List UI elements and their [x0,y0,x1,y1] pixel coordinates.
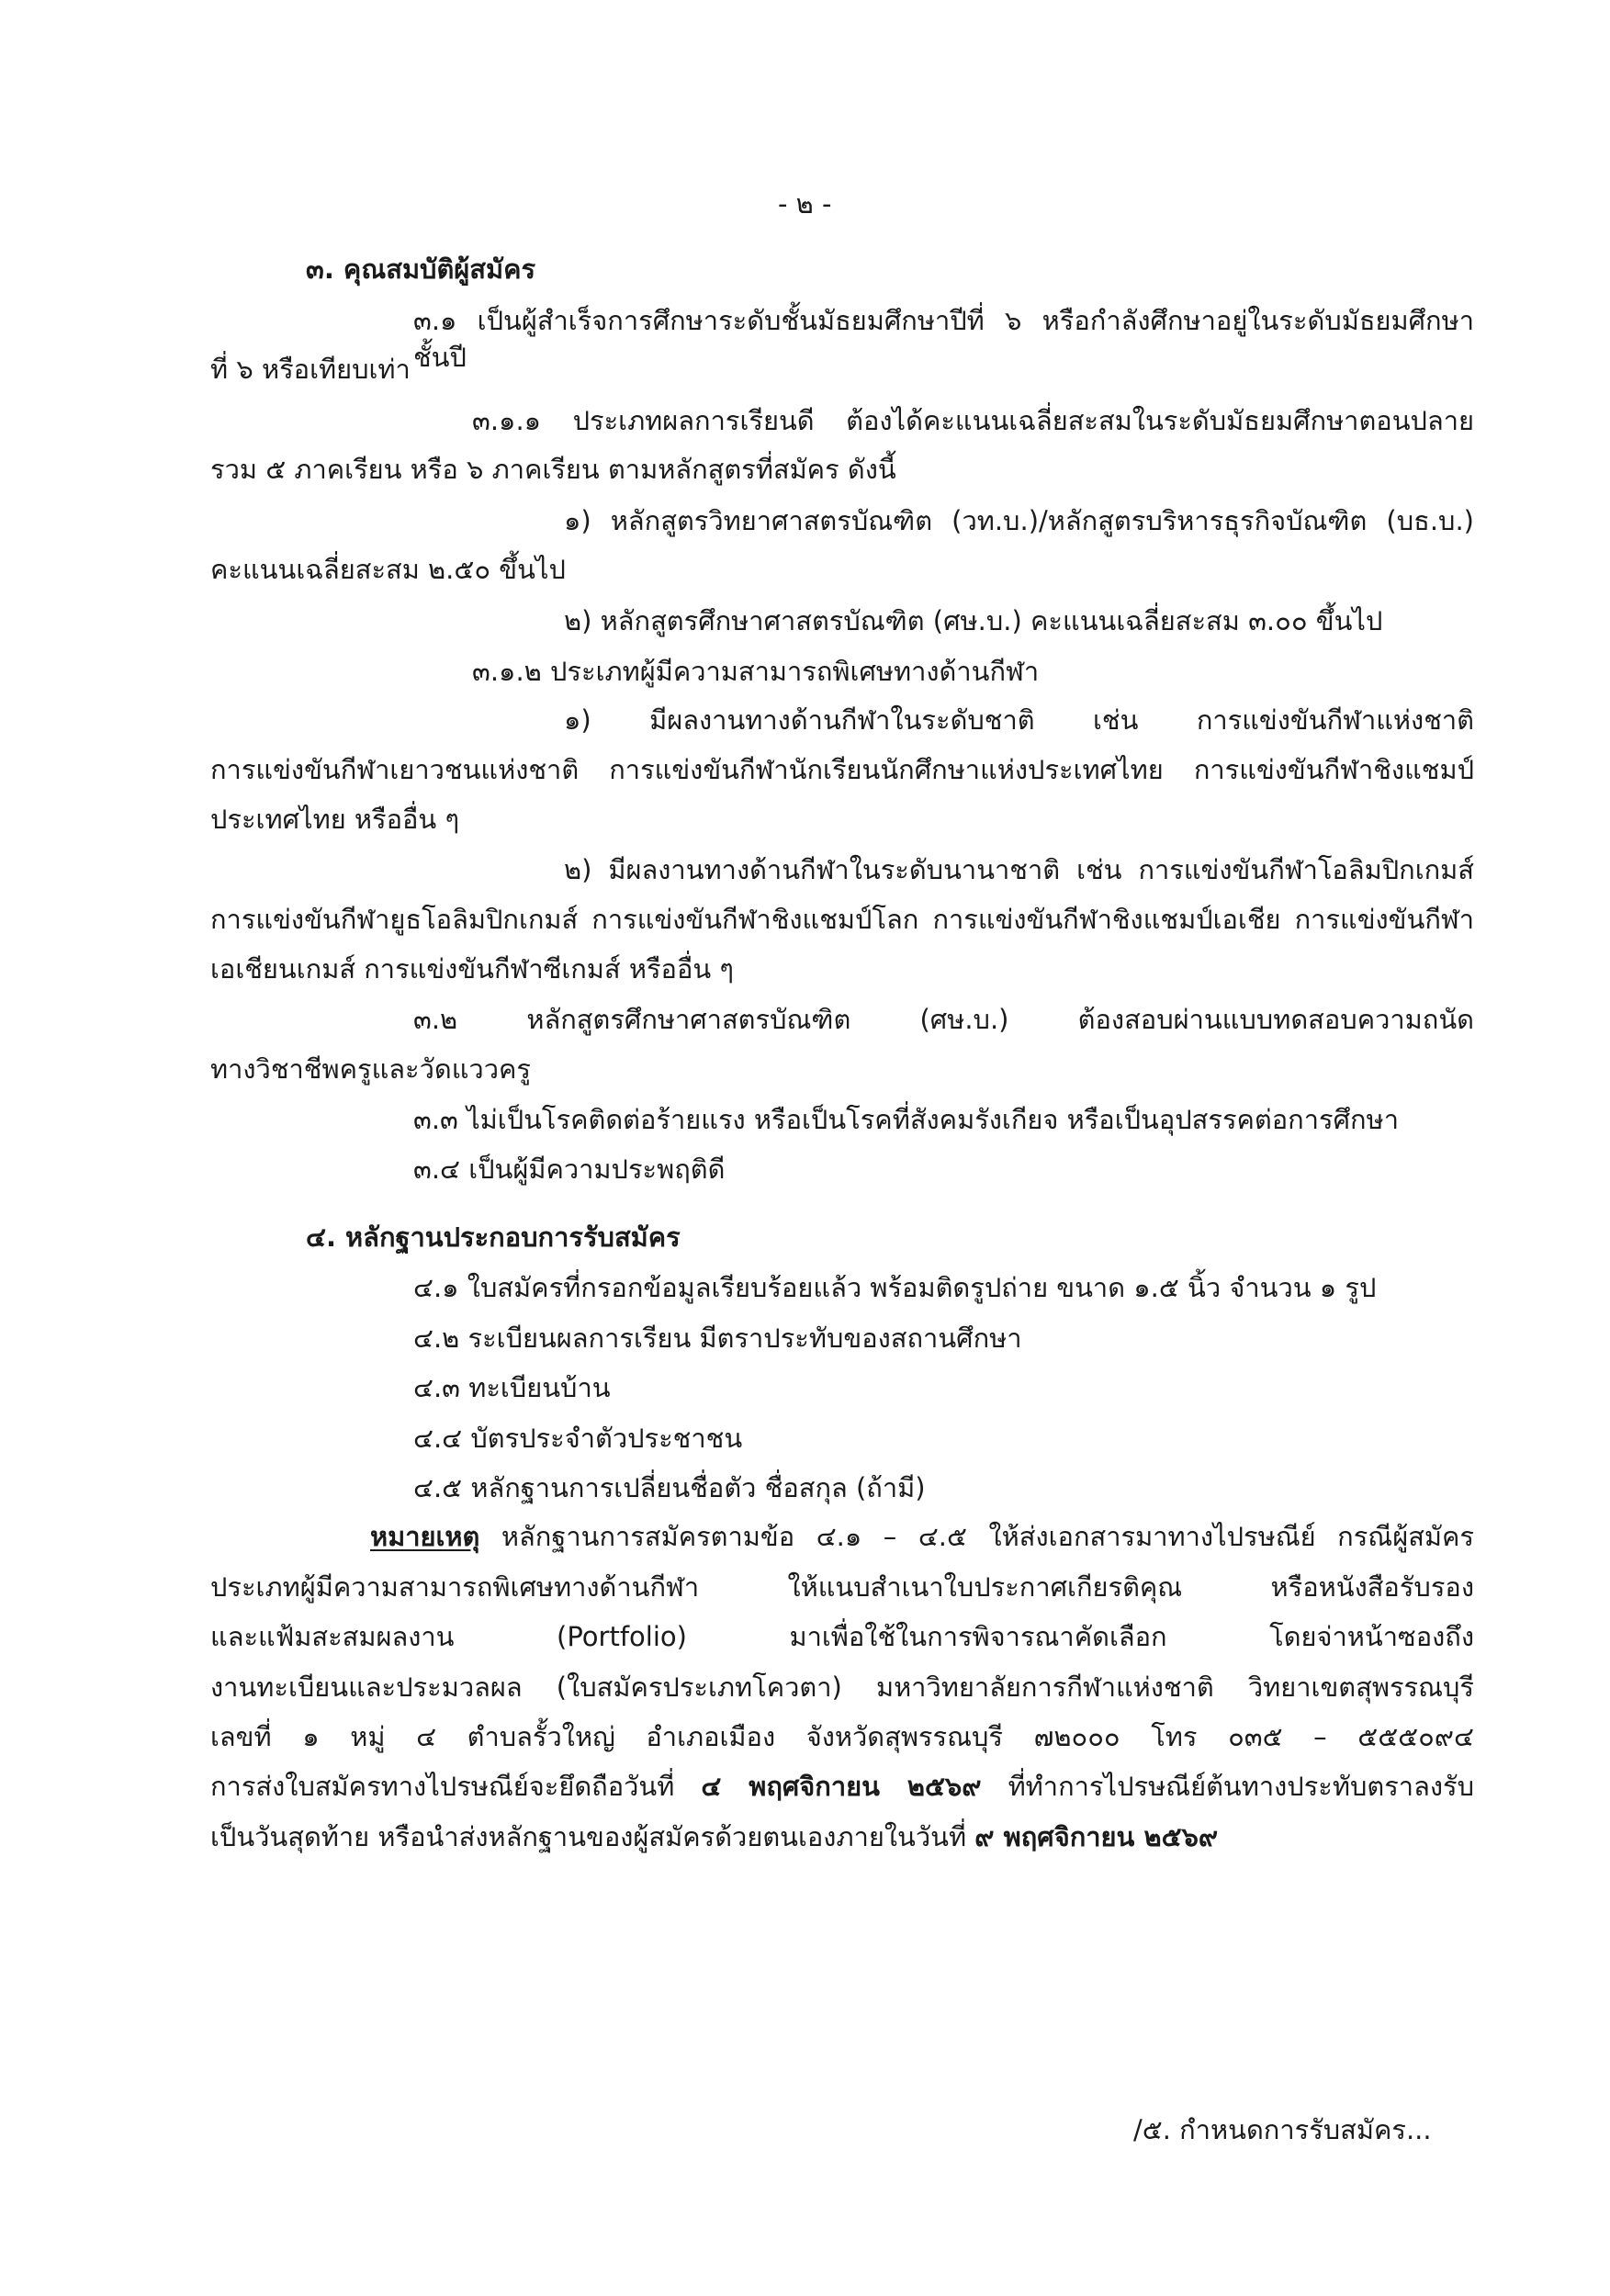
note-label: หมายเหตุ [370,1521,480,1552]
note-line-7-text-a: เป็นวันสุดท้าย หรือนำส่งหลักฐานของผู้สมัครด้วยตนเองภายในวันที่ [210,1821,975,1852]
list-item: ๔.๕ หลักฐานการเปลี่ยนชื่อตัว ชื่อสกุล (ถ้ามี) [413,1472,926,1503]
note-line-2: ประเภทผู้มีความสามารถพิเศษทางด้านกีฬา ให้แนบสำเนาใบประกาศเกียรติคุณ หรือหนังสือรับรอง [210,1571,1474,1603]
section-4-heading: ๔. หลักฐานประกอบการรับสมัคร [306,1221,681,1253]
page-number: - ๒ - [778,188,832,219]
list-item: ๔.๑ ใบสมัครที่กรอกข้อมูลเรียบร้อยแล้ว พร้อมติดรูปถ่าย ขนาด ๑.๕ นิ้ว จำนวน ๑ รูป [413,1272,1377,1303]
item-3-2-line-2: ทางวิชาชีพครูและวัดแววครู [210,1053,531,1085]
item-3-1-1-line-1: ๓.๑.๑ ประเภทผลการเรียนดี ต้องได้คะแนนเฉลี่ยสะสมในระดับมัธยมศึกษาตอนปลาย [472,405,1474,436]
in-person-deadline-date: ๙ พฤศจิกายน ๒๕๖๙ [974,1821,1219,1852]
item-3-1-2-a-line-2: การแข่งขันกีฬาเยาวชนแห่งชาติ การแข่งขันกีฬานักเรียนนักศึกษาแห่งประเทศไทย การแข่งขันกีฬาชิงแชมป์ [210,754,1474,785]
note-line-3: และแฟ้มสะสมผลงาน (Portfolio) มาเพื่อใช้ในการพิจารณาคัดเลือก โดยจ่าหน้าซองถึง [210,1621,1474,1652]
item-3-1-1-a-line-1: ๑) หลักสูตรวิทยาศาสตรบัณฑิต (วท.บ.)/หลักสูตรบริหารธุรกิจบัณฑิต (บธ.บ.) [564,505,1474,536]
note-line-4: งานทะเบียนและประมวลผล (ใบสมัครประเภทโควตา) มหาวิทยาลัยการกีฬาแห่งชาติ วิทยาเขตสุพรรณบุรี [210,1671,1474,1703]
note-line-7 [210,1818,1218,1855]
item-3-1-line-2: ที่ ๖ หรือเทียบเท่า [210,354,411,385]
section-3-heading: ๓. คุณสมบัติผู้สมัคร [306,253,536,285]
continuation-text: /๕. กำหนดการรับสมัคร... [1133,2114,1432,2145]
note-line-5: เลขที่ ๑ หมู่ ๔ ตำบลรั้วใหญ่ อำเภอเมือง จังหวัดสุพรรณบุรี ๗๒๐๐๐ โทร ๐๓๕ – ๕๕๕๐๙๔ [210,1721,1474,1752]
note-line-6 [210,1768,1474,1805]
list-item: ๔.๔ บัตรประจำตัวประชาชน [413,1423,743,1454]
item-3-2-line-1: ๓.๒ หลักสูตรศึกษาศาสตรบัณฑิต (ศษ.บ.) ต้องสอบผ่านแบบทดสอบความถนัด [413,1004,1474,1035]
note-line-6-text-c: ที่ทำการไปรษณีย์ต้นทางประทับตราลงรับ [981,1771,1474,1802]
item-3-1-2-b-line-2: การแข่งขันกีฬายูธโอลิมปิกเกมส์ การแข่งขันกีฬาชิงแชมป์โลก การแข่งขันกีฬาชิงแชมป์เอเชีย การแข่งขันกีฬา [210,904,1474,935]
item-3-1-1-b: ๒) หลักสูตรศึกษาศาสตรบัณฑิต (ศษ.บ.) คะแนนเฉลี่ยสะสม ๓.๐๐ ขึ้นไป [564,605,1383,636]
item-3-4: ๓.๔ เป็นผู้มีความประพฤติดี [413,1154,726,1185]
item-3-1-2-b-line-1: ๒) มีผลงานทางด้านกีฬาในระดับนานาชาติ เช่น การแข่งขันกีฬาโอลิมปิกเกมส์ [564,854,1474,885]
note-line-6-text-a: การส่งใบสมัครทางไปรษณีย์จะยึดถือวันที่ [210,1771,702,1802]
item-3-3: ๓.๓ ไม่เป็นโรคติดต่อร้ายแรง หรือเป็นโรคที่สังคมรังเกียจ หรือเป็นอุปสรรคต่อการศึกษา [413,1104,1399,1135]
item-3-1-2-a-line-3: ประเทศไทย หรืออื่น ๆ [210,804,460,835]
item-3-1-line-1: ๓.๑ เป็นผู้สำเร็จการศึกษาระดับชั้นมัธยมศึกษาปีที่ ๖ หรือกำลังศึกษาอยู่ในระดับมัธยมศึกษาชั้นปี [413,305,1474,373]
list-item: ๔.๒ ระเบียนผลการเรียน มีตราประทับของสถานศึกษา [413,1322,1022,1354]
item-3-1-2-b-line-3: เอเชียนเกมส์ การแข่งขันกีฬาซีเกมส์ หรืออื่น ๆ [210,953,734,985]
note-line-1 [370,1518,1474,1555]
postmark-deadline-date: ๔ พฤศจิกายน ๒๕๖๙ [701,1771,982,1802]
item-3-1-2-a-line-1: ๑) มีผลงานทางด้านกีฬาในระดับชาติ เช่น การแข่งขันกีฬาแห่งชาติ [564,704,1474,736]
item-3-1-2: ๓.๑.๒ ประเภทผู้มีความสามารถพิเศษทางด้านกีฬา [472,656,1040,687]
item-3-1-1-a-line-2: คะแนนเฉลี่ยสะสม ๒.๕๐ ขึ้นไป [210,554,566,585]
item-3-1-1-line-2: รวม ๕ ภาคเรียน หรือ ๖ ภาคเรียน ตามหลักสูตรที่สมัคร ดังนี้ [210,454,896,485]
note-line-1-text: หลักฐานการสมัครตามข้อ ๔.๑ – ๔.๕ ให้ส่งเอกสารมาทางไปรษณีย์ กรณีผู้สมัคร [479,1521,1474,1552]
list-item: ๔.๓ ทะเบียนบ้าน [413,1372,611,1403]
